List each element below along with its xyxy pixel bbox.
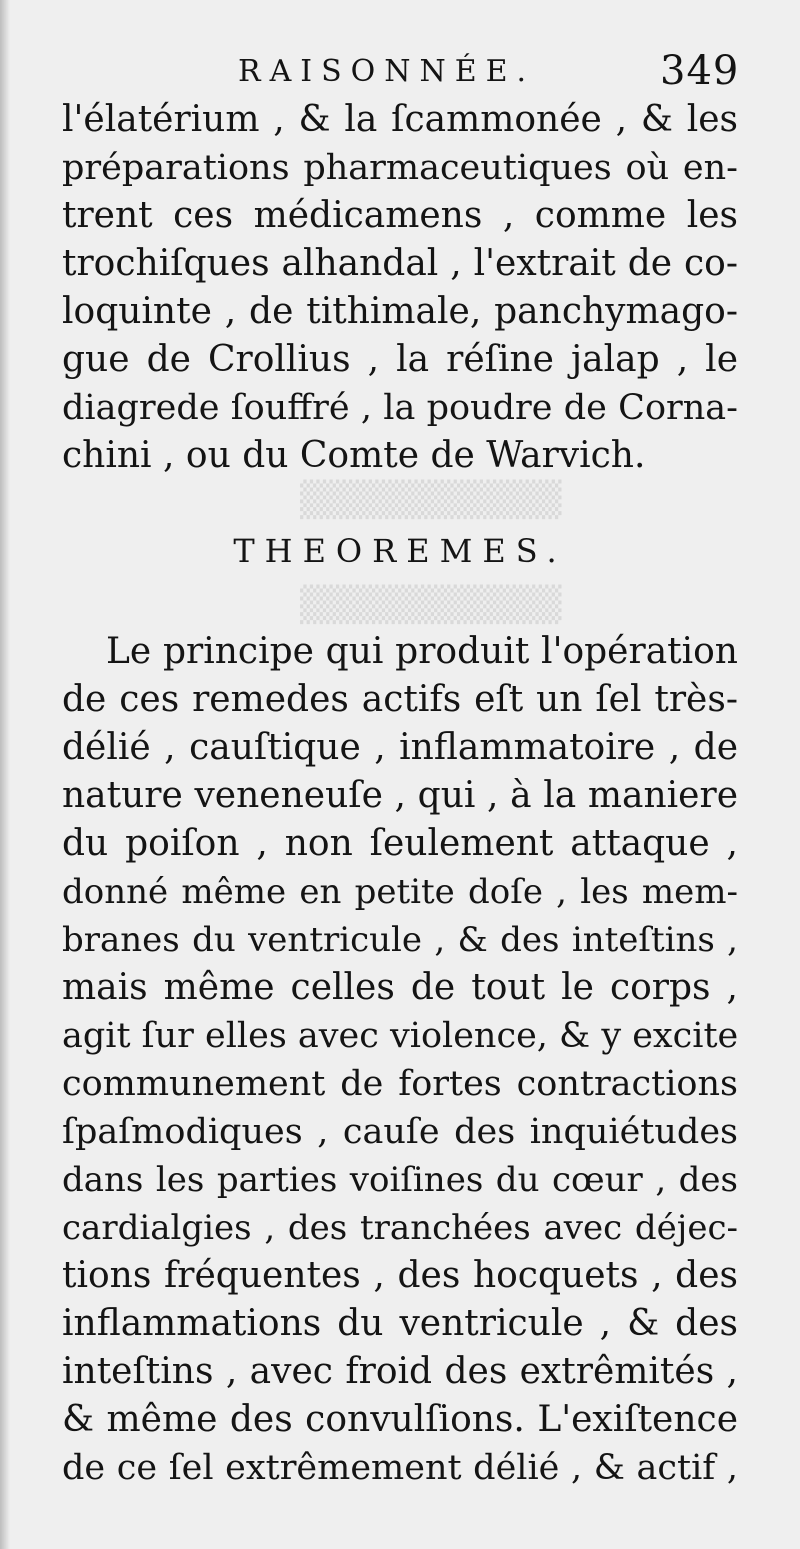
text-line: & même des convulſions. L'exiſtence bbox=[62, 1399, 738, 1440]
text-line: communement de fortes contractions bbox=[62, 1064, 738, 1104]
text-line: branes du ventricule , & des inteſtins , bbox=[62, 920, 738, 960]
show-through-mark: ▒▒▒▒▒▒▒▒▒▒ bbox=[300, 585, 562, 625]
text-line: l'élatérium , & la ſcammonée , & les bbox=[62, 99, 738, 140]
text-line: de ces remedes actifs eſt un ſel très- bbox=[62, 679, 738, 720]
text-line: trochiſques alhandal , l'extrait de co- bbox=[62, 243, 738, 284]
text-line: gue de Crollius , la réſine jalap , le bbox=[62, 339, 738, 380]
paragraph-theoremes bbox=[62, 628, 738, 1492]
text-line: tions fréquentes , des hocquets , des bbox=[62, 1255, 738, 1296]
running-title: RAISONNÉE. bbox=[238, 54, 536, 89]
text-line: de ce ſel extrêmement délié , & actif , bbox=[62, 1448, 738, 1488]
text-line: mais même celles de tout le corps , bbox=[62, 967, 738, 1008]
page-gutter-shadow bbox=[0, 0, 10, 1549]
text-line: donné même en petite doſe , les mem- bbox=[62, 872, 738, 912]
section-heading: THEOREMES. bbox=[233, 532, 567, 570]
text-line: agit ſur elles avec violence, & y excite bbox=[62, 1016, 739, 1056]
text-line: diagrede ſouffré , la poudre de Corna- bbox=[62, 388, 738, 428]
text-line: délié , cauſtique , inflammatoire , de bbox=[62, 727, 738, 768]
text-line: chini , ou du Comte de Warvich. bbox=[62, 435, 646, 476]
text-line: préparations pharmaceutiques où en- bbox=[62, 148, 738, 188]
text-line: Le principe qui produit l'opération bbox=[106, 631, 738, 672]
text-line: cardialgies , des tranchées avec déjec- bbox=[62, 1208, 738, 1248]
text-line: loquinte , de tithimale, panchymago- bbox=[62, 291, 738, 332]
paragraph-continuation bbox=[62, 96, 738, 480]
text-line: dans les parties voiſines du cœur , des bbox=[62, 1160, 738, 1200]
page-number: 349 bbox=[660, 48, 740, 94]
text-line: du poiſon , non ſeulement attaque , bbox=[62, 823, 738, 864]
text-line: trent ces médicamens , comme les bbox=[62, 195, 738, 236]
text-line: inflammations du ventricule , & des bbox=[62, 1303, 738, 1344]
page-header bbox=[0, 48, 800, 98]
text-line: inteſtins , avec froid des extrêmités , bbox=[62, 1351, 738, 1392]
show-through-mark: ▒▒▒▒▒▒▒▒▒▒ bbox=[300, 480, 562, 520]
text-line: ſpaſmodiques , cauſe des inquiétudes bbox=[62, 1112, 738, 1152]
text-line: nature veneneuſe , qui , à la maniere bbox=[62, 775, 738, 816]
